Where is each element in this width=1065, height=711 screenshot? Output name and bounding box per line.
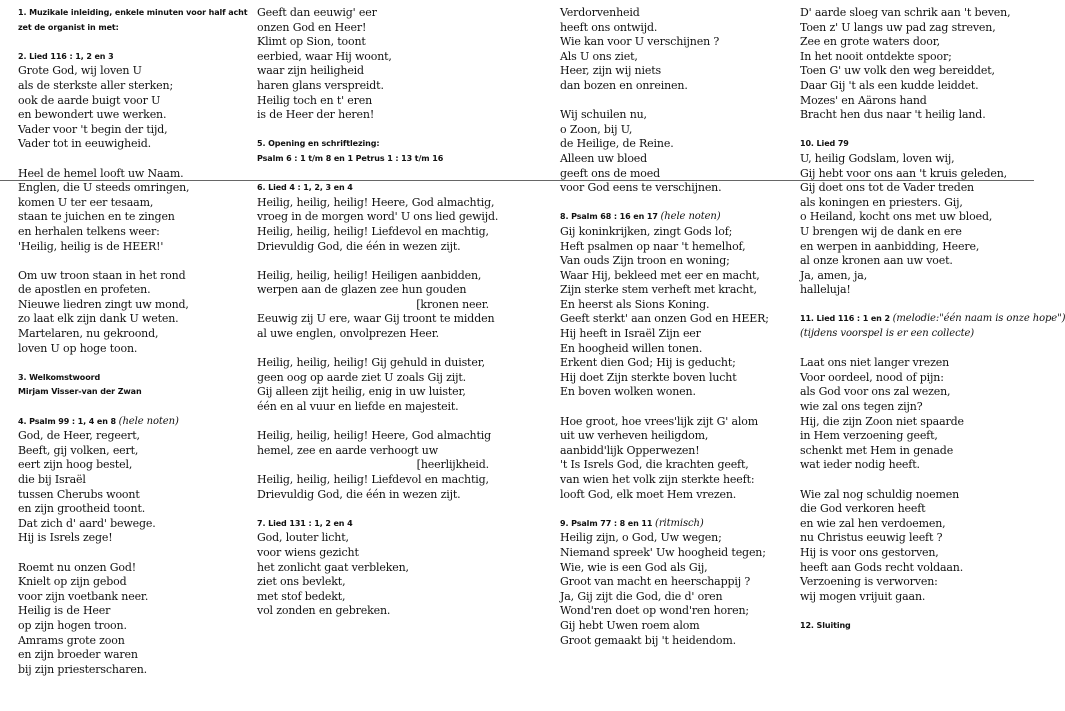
verse-line: Als U ons ziet, xyxy=(560,49,638,63)
section-heading-text: 11. Lied 116 : 1 en 2 xyxy=(800,314,890,324)
verse-line: Wond'ren doet op wond'ren horen; xyxy=(560,604,749,618)
verse-line: nu Christus eeuwig leeft ? xyxy=(800,531,943,545)
verse-line: Ja, Gij zijt die God, die d' oren xyxy=(560,589,723,603)
section-heading xyxy=(560,210,785,225)
section-heading-text: zet de organist in met: xyxy=(18,22,119,32)
verse-line: Toen G' uw volk den weg bereiddet, xyxy=(800,64,995,78)
verse-line: wie zal ons tegen zijn? xyxy=(800,400,923,414)
verse-line: Wie kan voor U verschijnen ? xyxy=(560,35,720,49)
verse-line: één en al vuur en liefde en majesteit. xyxy=(257,400,459,414)
verse-line: En hoogheid willen tonen. xyxy=(560,341,703,355)
verse-line: Om uw troon staan in het rond xyxy=(18,268,186,282)
section-heading xyxy=(18,6,248,21)
verse-line-continuation: [heerlijkheid. xyxy=(416,458,489,472)
section-heading-text: 7. Lied 131 : 1, 2 en 4 xyxy=(257,518,353,528)
verse-line: Heft psalmen op naar 't hemelhof, xyxy=(560,239,746,253)
column-3 xyxy=(560,6,785,648)
verse-line: En boven wolken wonen. xyxy=(560,385,696,399)
verse-line: waar zijn heiligheid xyxy=(257,64,364,78)
verse-line: Gij hebt Uwen roem alom xyxy=(560,618,700,632)
verse-line: voor wiens gezicht xyxy=(257,545,359,559)
stanza-gap xyxy=(257,342,489,357)
verse-line: Groot van macht en heerschappij ? xyxy=(560,575,751,589)
verse-line: schenkt met Hem in genade xyxy=(800,443,954,457)
verse-line: halleluja! xyxy=(800,283,851,297)
stanza-gap xyxy=(257,167,489,182)
verse-line: Groot gemaakt bij 't heidendom. xyxy=(560,633,736,647)
stanza-gap xyxy=(18,152,248,167)
verse-line: Grote God, wij loven U xyxy=(18,64,142,78)
column-1 xyxy=(18,6,248,677)
section-heading-text: 1. Muzikale inleiding, enkele minuten voor half acht xyxy=(18,8,248,17)
verse-line: Knielt op zijn gebod xyxy=(18,575,127,589)
verse-line: voor God eens te verschijnen. xyxy=(560,181,722,195)
section-heading xyxy=(257,152,489,167)
section-heading-text: 4. Psalm 99 : 1, 4 en 8 xyxy=(18,416,116,426)
section-heading xyxy=(18,21,248,36)
verse-line: al onze kronen aan uw voet. xyxy=(800,254,953,268)
verse-line: Heer, zijn wij niets xyxy=(560,64,661,78)
verse-line: Beeft, gij volken, eert, xyxy=(18,443,139,457)
verse-line: en herhalen telkens weer: xyxy=(18,224,160,238)
verse-line: ziet ons bevlekt, xyxy=(257,575,346,589)
section-heading-text: Psalm 6 : 1 t/m 8 en 1 Petrus 1 : 13 t/m 16 xyxy=(257,153,444,163)
stanza-gap xyxy=(257,502,489,517)
stanza-gap xyxy=(560,502,785,517)
verse-line: Toen z' U langs uw pad zag streven, xyxy=(800,20,996,34)
verse-line: aanbidd'lijk Opperwezen! xyxy=(560,443,700,457)
section-heading-text: 9. Psalm 77 : 8 en 11 xyxy=(560,518,653,528)
verse-line: wij mogen vrijuit gaan. xyxy=(800,589,926,603)
section-heading xyxy=(18,415,248,430)
stanza-gap xyxy=(257,415,489,430)
verse-line: het zonlicht gaat verbleken, xyxy=(257,560,409,574)
verse-line: looft God, elk moet Hem vrezen. xyxy=(560,487,737,501)
verse-line: van wien het volk zijn sterkte heeft: xyxy=(560,473,755,486)
section-heading-text: 3. Welkomstwoord xyxy=(18,372,101,382)
stanza-gap xyxy=(800,123,1030,138)
verse-line: Hij is voor ons gestorven, xyxy=(800,545,939,559)
verse-line: als koningen en priesters. Gij, xyxy=(800,195,963,209)
verse-line: Hij is Isrels zege! xyxy=(18,531,113,545)
verse-line: Drievuldig God, die één in wezen zijt. xyxy=(257,239,461,253)
section-heading-note: (hele noten) xyxy=(118,415,179,427)
verse-line: o Zoon, bij U, xyxy=(560,122,633,136)
stanza-gap xyxy=(18,356,248,371)
verse-line: Drievuldig God, die één in wezen zijt. xyxy=(257,487,461,501)
verse-line: Martelaren, nu gekroond, xyxy=(18,327,159,341)
verse-line: wat ieder nodig heeft. xyxy=(800,458,920,472)
verse-line: God, de Heer, regeert, xyxy=(18,429,140,443)
verse-line: en bewondert uwe werken. xyxy=(18,108,167,122)
stanza-gap xyxy=(257,123,489,138)
section-heading xyxy=(800,312,1065,327)
verse-line: onzen God en Heer! xyxy=(257,20,367,34)
verse-line: Nieuwe liedren zingt uw mond, xyxy=(18,297,189,311)
verse-line: Waar Hij, bekleed met eer en macht, xyxy=(560,268,760,282)
verse-line: als God voor ons zal wezen, xyxy=(800,385,951,399)
verse-line: is de Heer der heren! xyxy=(257,108,375,122)
verse-line: D' aarde sloeg van schrik aan 't beven, xyxy=(800,6,1011,19)
verse-line: Heilig zijn, o God, Uw wegen; xyxy=(560,531,722,545)
verse-line: o Heiland, kocht ons met uw bloed, xyxy=(800,210,993,224)
verse-line: staan te juichen en te zingen xyxy=(18,210,175,224)
verse-line: die bij Israël xyxy=(18,473,86,486)
verse-line: ook de aarde buigt voor U xyxy=(18,93,161,107)
section-heading-text: 8. Psalm 68 : 16 en 17 xyxy=(560,212,658,222)
verse-line: Alleen uw bloed xyxy=(560,151,648,165)
section-heading xyxy=(257,181,489,196)
stanza-gap xyxy=(18,254,248,269)
stanza-gap xyxy=(18,35,248,50)
verse-line: Daar Gij 't als een kudde leiddet. xyxy=(800,78,979,92)
verse-line: Eeuwig zij U ere, waar Gij troont te midden xyxy=(257,312,495,326)
section-heading-text: (tijdens voorspel is er een collecte) xyxy=(800,328,975,340)
verse-line: en zijn broeder waren xyxy=(18,648,138,662)
verse-line: Gij koninkrijken, zingt Gods lof; xyxy=(560,224,733,238)
stanza-gap xyxy=(560,94,785,109)
stanza-gap xyxy=(800,473,1030,488)
verse-line: Roemt nu onzen God! xyxy=(18,560,137,574)
section-heading xyxy=(257,517,489,532)
verse-line: met stof bedekt, xyxy=(257,589,346,603)
verse-line: Van ouds Zijn troon en woning; xyxy=(560,254,730,268)
verse-line: Amrams grote zoon xyxy=(18,633,125,647)
column-2 xyxy=(257,6,499,619)
stanza-gap xyxy=(560,400,785,415)
verse-line: op zijn hogen troon. xyxy=(18,618,127,632)
stanza-gap xyxy=(18,400,248,415)
verse-line: Heilig, heilig, heilig! Gij gehuld in duister, xyxy=(257,356,485,370)
verse-line: Wij schuilen nu, xyxy=(560,108,647,122)
verse-line-continuation: [kronen neer. xyxy=(416,297,489,311)
section-heading-text: 2. Lied 116 : 1, 2 en 3 xyxy=(18,51,114,61)
verse-line: En heerst als Sions Koning. xyxy=(560,297,710,311)
verse-line: Heilig, heilig, heilig! Liefdevol en machtig, xyxy=(257,224,489,238)
verse-line: Erkent dien God; Hij is geducht; xyxy=(560,356,736,370)
section-heading xyxy=(800,619,1030,634)
verse-line: heeft aan Gods recht voldaan. xyxy=(800,560,964,574)
section-heading xyxy=(257,137,489,152)
section-heading xyxy=(18,50,248,65)
verse-line: Englen, die U steeds omringen, xyxy=(18,181,190,195)
stanza-gap xyxy=(800,298,1030,313)
verse-line: Heilig, heilig, heilig! Heiligen aanbidden, xyxy=(257,268,482,282)
verse-line: Verzoening is verworven: xyxy=(800,575,938,589)
verse-line: Klimt op Sion, toont xyxy=(257,35,366,49)
verse-line: U, heilig Godslam, loven wij, xyxy=(800,151,955,165)
verse-line: Voor oordeel, nood of pijn: xyxy=(800,370,944,384)
section-heading-note: (hele noten) xyxy=(660,211,721,223)
section-heading-text: 6. Lied 4 : 1, 2, 3 en 4 xyxy=(257,183,353,193)
verse-line: al uwe englen, onvolprezen Heer. xyxy=(257,327,439,341)
verse-line: Bracht hen dus naar 't heilig land. xyxy=(800,108,986,122)
verse-line: Verdorvenheid xyxy=(560,6,640,19)
verse-line: heeft ons ontwijd. xyxy=(560,20,658,34)
section-heading xyxy=(800,327,1030,342)
stanza-gap xyxy=(18,546,248,561)
verse-line: Zee en grote waters door, xyxy=(800,35,940,49)
verse-line: als de sterkste aller sterken; xyxy=(18,78,173,92)
verse-line: loven U op hoge toon. xyxy=(18,341,138,355)
verse-line: vol zonden en gebreken. xyxy=(257,604,391,618)
section-heading xyxy=(560,517,785,532)
verse-line: Vader voor 't begin der tijd, xyxy=(18,122,168,136)
section-heading-text: 12. Sluiting xyxy=(800,620,851,630)
stanza-gap xyxy=(800,342,1030,357)
verse-line: Hij doet Zijn sterkte boven lucht xyxy=(560,370,737,384)
verse-line: hemel, zee en aarde verhoogt uw xyxy=(257,443,438,457)
stanza-gap xyxy=(560,196,785,211)
verse-line: haren glans verspreidt. xyxy=(257,78,384,92)
section-heading-text: Mirjam Visser-van der Zwan xyxy=(18,387,142,397)
section-heading-note: (ritmisch) xyxy=(655,517,704,529)
verse-line: eert zijn hoog bestel, xyxy=(18,458,133,472)
section-heading-note: (melodie:"één naam is onze hope") xyxy=(892,313,1065,325)
verse-line: voor zijn voetbank neer. xyxy=(18,589,149,603)
verse-line: In het nooit ontdekte spoor; xyxy=(800,49,952,63)
stanza-gap xyxy=(800,604,1030,619)
verse-line: die God verkoren heeft xyxy=(800,502,926,516)
verse-line: Laat ons niet langer vrezen xyxy=(800,356,950,370)
verse-line: in Hem verzoening geeft, xyxy=(800,429,938,443)
verse-line: eerbied, waar Hij woont, xyxy=(257,49,392,63)
stanza-gap xyxy=(257,254,489,269)
verse-line: de apostlen en profeten. xyxy=(18,283,151,297)
verse-line: U brengen wij de dank en ere xyxy=(800,224,962,238)
verse-line: Wie, wie is een God als Gij, xyxy=(560,560,708,574)
verse-line: Vader tot in eeuwigheid. xyxy=(18,137,151,151)
section-heading xyxy=(800,137,1030,152)
verse-line: Hij heeft in Israël Zijn eer xyxy=(560,327,701,341)
verse-line: geeft ons de moed xyxy=(560,166,661,180)
verse-line: Heilig, heilig, heilig! Liefdevol en machtig, xyxy=(257,473,489,486)
verse-line: en werpen in aanbidding, Heere, xyxy=(800,239,980,253)
verse-line: komen U ter eer tesaam, xyxy=(18,195,154,209)
verse-line: tussen Cherubs woont xyxy=(18,487,140,501)
verse-line: Gij hebt voor ons aan 't kruis geleden, xyxy=(800,166,1007,180)
page-fold-line xyxy=(0,180,1034,181)
verse-line: Gij doet ons tot de Vader treden xyxy=(800,181,974,195)
verse-line: Heilig, heilig, heilig! Heere, God almachtig, xyxy=(257,195,495,209)
verse-line: God, louter licht, xyxy=(257,531,349,545)
section-heading xyxy=(18,385,248,400)
verse-line: zo laat elk zijn dank U weten. xyxy=(18,312,179,326)
verse-line: vroeg in de morgen word' U ons lied gewijd. xyxy=(257,210,499,224)
verse-line: 'Heilig, heilig is de HEER!' xyxy=(18,239,164,253)
column-4 xyxy=(800,6,1065,634)
verse-line: en zijn grootheid toont. xyxy=(18,502,146,516)
verse-line: geen oog op aarde ziet U zoals Gij zijt. xyxy=(257,370,467,384)
verse-line: de Heilige, de Reine. xyxy=(560,137,674,151)
verse-line: Dat zich d' aard' bewege. xyxy=(18,516,156,530)
verse-line: en wie zal hen verdoemen, xyxy=(800,516,946,530)
verse-line: Zijn sterke stem verheft met kracht, xyxy=(560,283,757,297)
verse-line: Gij alleen zijt heilig, enig in uw luister, xyxy=(257,385,466,399)
section-heading-text: 10. Lied 79 xyxy=(800,139,849,149)
section-heading-text: 5. Opening en schriftlezing: xyxy=(257,139,380,149)
verse-line: uit uw verheven heiligdom, xyxy=(560,429,709,443)
verse-line: Hoe groot, hoe vrees'lijk zijt G' alom xyxy=(560,414,759,428)
verse-line: dan bozen en onreinen. xyxy=(560,78,688,92)
verse-line: Heilig, heilig, heilig! Heere, God almachtig xyxy=(257,429,491,443)
verse-line: bij zijn priesterscharen. xyxy=(18,662,147,676)
verse-line: Hij, die zijn Zoon niet spaarde xyxy=(800,414,964,428)
verse-line: Ja, amen, ja, xyxy=(800,268,868,282)
verse-line: 't Is Isrels God, die krachten geeft, xyxy=(560,458,749,472)
verse-line: Geeft dan eeuwig' eer xyxy=(257,6,377,19)
verse-line: Geeft sterkt' aan onzen God en HEER; xyxy=(560,312,769,326)
verse-line: werpen aan de glazen zee hun gouden xyxy=(257,283,467,297)
verse-line: Heilig is de Heer xyxy=(18,604,111,618)
verse-line: Heilig toch en t' eren xyxy=(257,93,373,107)
verse-line: Heel de hemel looft uw Naam. xyxy=(18,166,184,180)
verse-line: Wie zal nog schuldig noemen xyxy=(800,487,960,501)
verse-line: Mozes' en Aärons hand xyxy=(800,93,927,107)
verse-line: Niemand spreek' Uw hoogheid tegen; xyxy=(560,545,766,559)
section-heading xyxy=(18,371,248,386)
